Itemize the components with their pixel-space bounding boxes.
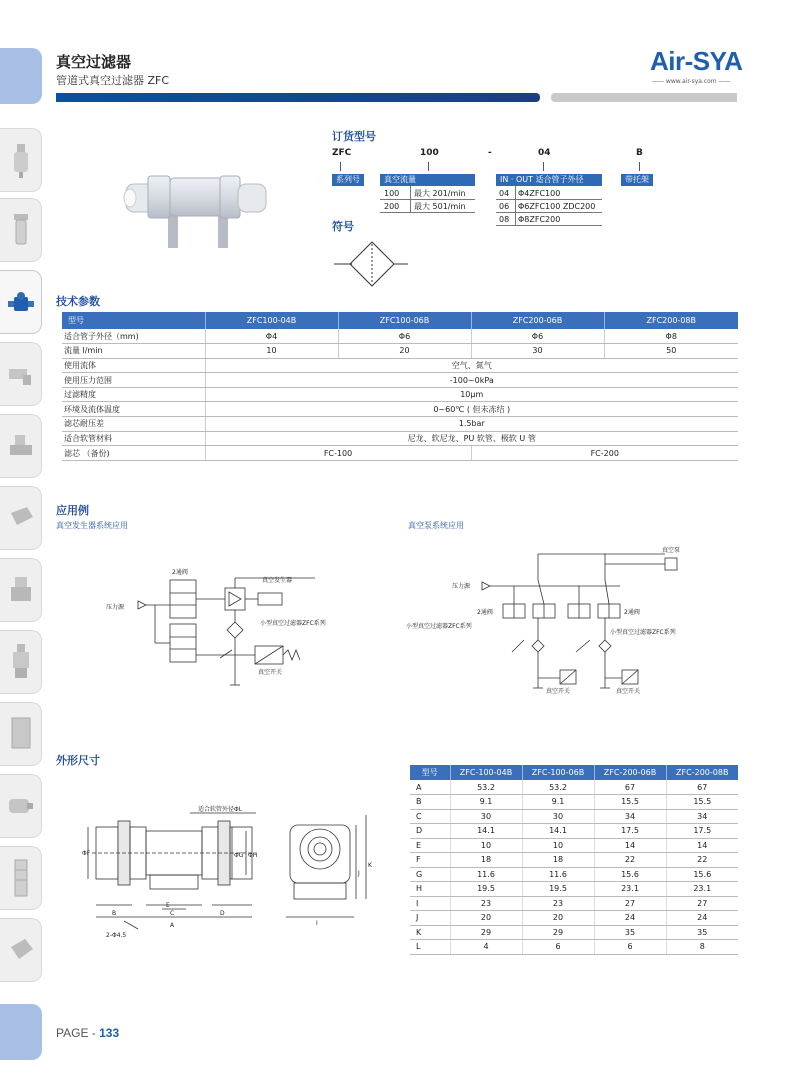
table-row	[410, 925, 738, 940]
spec-col-header: ZFC200-08B	[604, 312, 738, 329]
table-row	[410, 882, 738, 897]
order-code-port: 04	[538, 148, 551, 158]
flow-row-value: 最大 501/min	[414, 202, 466, 211]
clamp-icon	[7, 935, 35, 965]
table-cell: FC-200	[471, 446, 738, 461]
header-bar-blue	[56, 93, 540, 102]
table-cell: 53.2	[522, 780, 594, 795]
side-tab-silencer[interactable]	[0, 774, 42, 838]
tick-flow	[428, 162, 429, 171]
table-cell: 29	[522, 925, 594, 940]
row-label: F	[410, 853, 450, 868]
table-cell: 35	[666, 925, 738, 940]
spec-header-row	[62, 312, 738, 329]
table-cell: 18	[522, 853, 594, 868]
table-cell: 11.6	[450, 867, 522, 882]
dim-label-k: K	[368, 862, 372, 869]
row-label: 流量 l/min	[62, 344, 205, 359]
spec-heading: 技术参数	[56, 295, 100, 308]
port-divider	[496, 225, 602, 226]
order-code-flow: 100	[420, 148, 439, 158]
fitting-icon	[11, 140, 31, 180]
dimension-drawing	[80, 805, 380, 945]
table-row	[410, 824, 738, 839]
dim-label-f: ΦF	[82, 850, 91, 857]
row-label: J	[410, 911, 450, 926]
table-row	[62, 446, 738, 461]
table-cell: 9.1	[522, 795, 594, 810]
dim-col-header: ZFC-100-06B	[522, 765, 594, 780]
table-cell: 10	[450, 838, 522, 853]
flow-divider	[380, 199, 475, 200]
side-tab-fitting[interactable]	[0, 128, 42, 192]
table-cell: 15.5	[666, 795, 738, 810]
table-cell: 10	[205, 344, 338, 359]
port-row-code: 06	[499, 202, 510, 211]
row-label: I	[410, 896, 450, 911]
application-heading: 应用例	[56, 504, 89, 517]
order-heading: 订货型号	[332, 130, 376, 143]
dim-label-a: A	[170, 922, 175, 929]
side-tab-vacuum-filter[interactable]	[0, 270, 42, 334]
row-label: 环境及流体温度	[62, 402, 205, 417]
table-cell: 35	[594, 925, 666, 940]
table-cell: 1.5bar	[205, 417, 738, 432]
header-bar-gray	[551, 93, 737, 102]
side-tab-mount[interactable]	[0, 846, 42, 910]
table-cell: 14.1	[450, 824, 522, 839]
dim-label-g: ΦG	[234, 852, 244, 859]
application-right-title: 真空泵系统应用	[408, 521, 464, 530]
table-cell: 15.6	[594, 867, 666, 882]
table-cell: Φ6	[471, 329, 604, 344]
spec-col-header: ZFC100-06B	[338, 312, 471, 329]
generator-icon	[7, 573, 35, 607]
side-tab-clamp[interactable]	[0, 918, 42, 982]
order-code-dash: -	[488, 148, 492, 158]
table-row	[410, 867, 738, 882]
vacuum-filter-icon	[6, 287, 36, 317]
row-label: L	[410, 940, 450, 955]
table-cell: 29	[450, 925, 522, 940]
table-cell: 24	[594, 911, 666, 926]
flow-col-divider	[410, 186, 411, 212]
dim-col-header: ZFC-100-04B	[450, 765, 522, 780]
table-cell: 15.5	[594, 795, 666, 810]
filter-icon	[11, 210, 31, 250]
section-tab-top	[0, 48, 42, 104]
table-cell: 53.2	[450, 780, 522, 795]
row-label: A	[410, 780, 450, 795]
row-label: D	[410, 824, 450, 839]
symbol-heading: 符号	[332, 220, 354, 233]
table-row	[62, 431, 738, 446]
bracket-label: 带托架	[621, 174, 653, 186]
diagram-label-switch: 真空开关	[258, 669, 283, 676]
table-cell: 17.5	[594, 824, 666, 839]
table-cell: 6	[594, 940, 666, 955]
table-cell: 20	[522, 911, 594, 926]
row-label: 适合管子外径（mm)	[62, 329, 205, 344]
table-cell: 14	[594, 838, 666, 853]
table-cell: 10	[522, 838, 594, 853]
side-tab-pad[interactable]	[0, 486, 42, 550]
flow-row-value: 最大 201/min	[414, 189, 466, 198]
table-cell: 19.5	[450, 882, 522, 897]
spec-col-header: ZFC200-06B	[471, 312, 604, 329]
diagram-label-filter-left: 小型真空过滤器ZFC系列	[406, 623, 472, 630]
table-cell: 15.6	[666, 867, 738, 882]
table-cell: 22	[594, 853, 666, 868]
page-footer	[56, 1026, 119, 1040]
tick-bracket	[639, 162, 640, 171]
diagram-label-filter: 小型真空过滤器ZFC系列	[260, 620, 326, 627]
row-label: G	[410, 867, 450, 882]
spec-col-header: ZFC100-04B	[205, 312, 338, 329]
table-cell: 20	[338, 344, 471, 359]
generator-system-diagram	[100, 560, 340, 690]
dim-label-h: ΦH	[248, 852, 258, 859]
dim-label-c: C	[170, 910, 175, 917]
table-cell: 14.1	[522, 824, 594, 839]
row-label: 使用流体	[62, 358, 205, 373]
table-cell: 67	[594, 780, 666, 795]
table-cell: 23.1	[594, 882, 666, 897]
diagram-label-source: 压力源	[106, 604, 125, 611]
table-cell: 17.5	[666, 824, 738, 839]
table-cell: 23.1	[666, 882, 738, 897]
order-code-bracket: B	[636, 148, 643, 158]
table-cell: -100~0kPa	[205, 373, 738, 388]
table-row	[62, 387, 738, 402]
pump-system-diagram	[400, 540, 700, 700]
side-tab-ejector[interactable]	[0, 702, 42, 766]
row-label: 滤芯耐压差	[62, 417, 205, 432]
diagram-label-pump: 真空泵	[662, 547, 681, 554]
diagram-label-valve-right: 2通阀	[624, 609, 640, 616]
table-row	[410, 780, 738, 795]
port-row-code: 04	[499, 189, 510, 198]
tick-series	[340, 162, 341, 171]
row-label: B	[410, 795, 450, 810]
port-row-value: Φ8ZFC200	[518, 215, 561, 224]
table-cell: 11.6	[522, 867, 594, 882]
table-cell: 34	[594, 809, 666, 824]
table-cell: 22	[666, 853, 738, 868]
table-cell: 27	[594, 896, 666, 911]
port-row-value: Φ6ZFC100 ZDC200	[518, 202, 596, 211]
table-cell: Φ4	[205, 329, 338, 344]
table-cell: 4	[450, 940, 522, 955]
table-row	[410, 911, 738, 926]
table-cell: 20	[450, 911, 522, 926]
flow-divider	[380, 212, 475, 213]
brand-url: —— www.air-sya.com ——	[652, 78, 731, 85]
table-row	[62, 344, 738, 359]
table-row	[62, 373, 738, 388]
cup-icon	[7, 431, 35, 461]
ejector-icon	[7, 714, 35, 754]
row-label: K	[410, 925, 450, 940]
product-image	[112, 160, 272, 260]
page-title: 真空过滤器	[56, 53, 132, 71]
flow-label: 真空流量	[380, 174, 475, 186]
table-cell: 尼龙、软尼龙、PU 软管、极软 U 管	[205, 431, 738, 446]
row-label: E	[410, 838, 450, 853]
page-number: 133	[99, 1026, 120, 1040]
table-row	[410, 896, 738, 911]
dim-label-j: J	[358, 870, 360, 877]
dim-col-header: 型号	[410, 765, 450, 780]
side-tab-cup[interactable]	[0, 414, 42, 478]
table-row	[410, 795, 738, 810]
spec-table	[62, 312, 738, 461]
side-tab-filter[interactable]	[0, 198, 42, 262]
table-row	[62, 402, 738, 417]
table-row	[62, 417, 738, 432]
table-cell: 30	[450, 809, 522, 824]
side-tab-elbow[interactable]	[0, 342, 42, 406]
regulator-icon	[7, 642, 35, 682]
diagram-label-source: 压力源	[452, 583, 471, 590]
series-label: 系列号	[332, 174, 364, 186]
table-cell: FC-100	[205, 446, 471, 461]
table-cell: 24	[666, 911, 738, 926]
dim-label-hose: 适合软管外径ΦL	[198, 806, 243, 813]
table-row	[410, 838, 738, 853]
flow-row-code: 200	[384, 202, 400, 211]
order-code-series: ZFC	[332, 148, 352, 158]
diagram-label-valve: 2通阀	[172, 569, 188, 576]
dim-label-e: E	[166, 902, 170, 909]
dim-label-d: D	[220, 910, 225, 917]
page-prefix: PAGE -	[56, 1026, 100, 1040]
table-row	[62, 358, 738, 373]
mount-icon	[9, 858, 33, 898]
table-cell: 67	[666, 780, 738, 795]
diagram-label-filter-right: 小型真空过滤器ZFC系列	[610, 629, 676, 636]
table-cell: 27	[666, 896, 738, 911]
silencer-icon	[7, 791, 35, 821]
port-col-divider	[515, 186, 516, 225]
diagram-label-generator: 真空发生器	[262, 577, 293, 584]
port-row-value: Φ4ZFC100	[518, 189, 561, 198]
filter-symbol	[330, 236, 410, 292]
table-cell: 23	[450, 896, 522, 911]
side-tab-regulator[interactable]	[0, 630, 42, 694]
table-cell: Φ8	[604, 329, 738, 344]
row-label: 过滤精度	[62, 387, 205, 402]
table-row	[410, 940, 738, 955]
table-row	[410, 853, 738, 868]
table-cell: Φ6	[338, 329, 471, 344]
table-cell: 8	[666, 940, 738, 955]
table-cell: 23	[522, 896, 594, 911]
row-label: 适合软管材料	[62, 431, 205, 446]
row-label: C	[410, 809, 450, 824]
table-row	[410, 809, 738, 824]
table-cell: 0~60℃ ( 但未冻结 )	[205, 402, 738, 417]
flow-row-code: 100	[384, 189, 400, 198]
brand-logo: Air-SYA	[650, 46, 743, 76]
dim-header-row	[410, 765, 738, 780]
table-cell: 空气、氮气	[205, 358, 738, 373]
dimension-table	[410, 765, 738, 955]
port-row-code: 08	[499, 215, 510, 224]
table-cell: 18	[450, 853, 522, 868]
tick-port	[543, 162, 544, 171]
page-subtitle: 管道式真空过滤器 ZFC	[56, 74, 170, 87]
dim-label-b: B	[112, 910, 117, 917]
dimensions-heading: 外形尺寸	[56, 754, 100, 767]
spec-col-header: 型号	[62, 312, 205, 329]
side-tab-generator[interactable]	[0, 558, 42, 622]
table-cell: 14	[666, 838, 738, 853]
diagram-label-switch-right: 真空开关	[616, 688, 641, 695]
diagram-label-switch-left: 真空开关	[546, 688, 571, 695]
dim-col-header: ZFC-200-06B	[594, 765, 666, 780]
table-cell: 6	[522, 940, 594, 955]
table-cell: 50	[604, 344, 738, 359]
row-label: 滤芯 （备份)	[62, 446, 205, 461]
diagram-label-valve-left: 2通阀	[477, 609, 493, 616]
dim-label-i: I	[316, 920, 318, 927]
row-label: H	[410, 882, 450, 897]
dim-label-hole: 2-Φ4.5	[106, 932, 127, 939]
table-cell: 30	[471, 344, 604, 359]
elbow-icon	[7, 359, 35, 389]
table-cell: 30	[522, 809, 594, 824]
pad-icon	[7, 503, 35, 533]
table-cell: 19.5	[522, 882, 594, 897]
section-tab-bottom	[0, 1004, 42, 1060]
dim-table-body	[410, 780, 738, 954]
application-left-title: 真空发生器系统应用	[56, 521, 128, 530]
table-cell: 9.1	[450, 795, 522, 810]
dim-col-header: ZFC-200-08B	[666, 765, 738, 780]
port-divider	[496, 199, 602, 200]
row-label: 使用压力范围	[62, 373, 205, 388]
table-row	[62, 329, 738, 344]
table-cell: 34	[666, 809, 738, 824]
port-divider	[496, 212, 602, 213]
table-cell: 10μm	[205, 387, 738, 402]
port-label: IN · OUT 适合管子外径	[496, 174, 602, 186]
